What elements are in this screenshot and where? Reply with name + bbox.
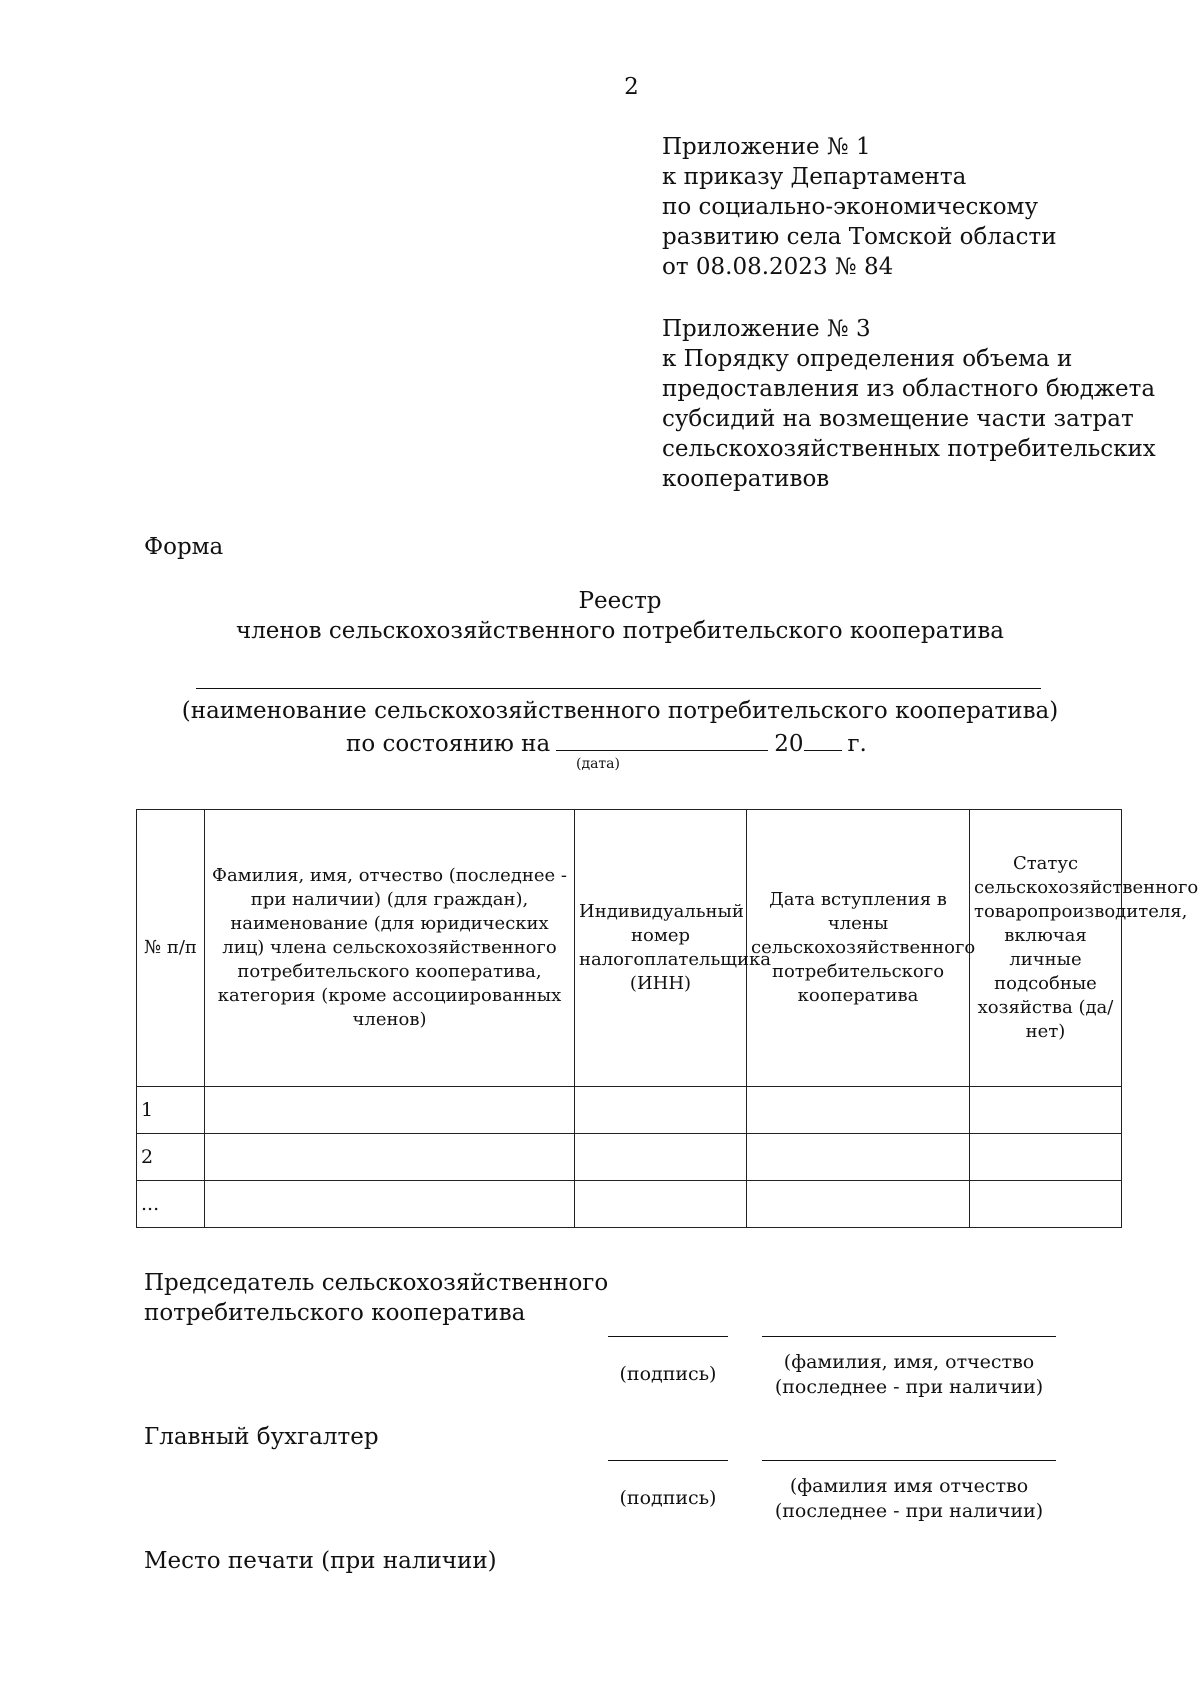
year-blank [804, 728, 842, 751]
annex-1-line: по социально-экономическому [662, 194, 1038, 220]
table-cell [747, 1134, 970, 1181]
annex-1-line: развитию села Томской области [662, 224, 1057, 250]
table-header-row [137, 810, 1122, 1087]
table-cell [575, 1087, 747, 1134]
document-subtitle: членов сельскохозяйственного потребительского кооператива [235, 618, 1005, 644]
chairman-name-line [762, 1336, 1056, 1337]
table-cell: ... [137, 1181, 205, 1228]
header-member-name: Фамилия, имя, отчество (последнее - при наличии) (для граждан), наименование (для юридических лиц) члена сельскохозяйственного потребительского кооператива, категория (кроме ассоциированных членов) [205, 810, 575, 1087]
table-cell [747, 1181, 970, 1228]
header-producer-status: Статус сельскохозяйственного товаропроизводителя, включая личные подсобные хозяйства (да/нет) [970, 810, 1122, 1087]
table-cell [205, 1181, 575, 1228]
accountant-signature-line [608, 1460, 728, 1461]
header-number: № п/п [137, 810, 205, 1087]
table-cell [970, 1087, 1122, 1134]
chairman-name-caption-line: (фамилия, имя, отчество [783, 1351, 1035, 1373]
annex-1-line: Приложение № 1 [662, 134, 871, 160]
annex-1-line: к приказу Департамента [662, 164, 967, 190]
year-suffix: г. [847, 731, 867, 757]
chairman-signature-caption: (подпись) [619, 1363, 717, 1385]
annex-1-block [662, 132, 1057, 282]
accountant-signature-caption: (подпись) [619, 1487, 717, 1509]
cooperative-name-caption: (наименование сельскохозяйственного потребительского кооператива) [181, 698, 1059, 724]
accountant-name-line [762, 1460, 1056, 1461]
header-join-date: Дата вступления в члены сельскохозяйственного потребительского кооператива [747, 810, 970, 1087]
document-title: Реестр [578, 588, 662, 614]
table-cell: 1 [137, 1087, 205, 1134]
annex-3-line: предоставления из областного бюджета [662, 376, 1156, 402]
annex-3-line: Приложение № 3 [662, 316, 871, 342]
members-registry-table [136, 809, 1199, 1228]
accountant-name-caption-line: (фамилия имя отчество [789, 1475, 1029, 1497]
date-caption: (дата) [576, 756, 620, 772]
seal-place: Место печати (при наличии) [144, 1548, 497, 1574]
table-cell [575, 1134, 747, 1181]
annex-3-line: сельскохозяйственных потребительских [662, 436, 1156, 462]
chairman-signature-line [608, 1336, 728, 1337]
table-cell [575, 1181, 747, 1228]
year-prefix: 20 [774, 731, 804, 757]
accountant-name-caption [762, 1474, 1056, 1524]
annex-3-line: субсидий на возмещение части затрат [662, 406, 1134, 432]
as-of-date-line [346, 728, 867, 757]
table-row [137, 1087, 1122, 1134]
chairman-title-line: Председатель сельскохозяйственного [144, 1270, 609, 1296]
header-inn: Индивидуальный номер налогоплательщика (ИНН) [575, 810, 747, 1087]
annex-3-line: кооперативов [662, 466, 830, 492]
table-row [137, 1134, 1122, 1181]
table-cell [205, 1134, 575, 1181]
table-cell [970, 1134, 1122, 1181]
table-cell [970, 1181, 1122, 1228]
table-cell [747, 1087, 970, 1134]
cooperative-name-blank-line [196, 688, 1041, 689]
chairman-name-caption [762, 1350, 1056, 1400]
table-row [137, 1181, 1122, 1228]
table-cell: 2 [137, 1134, 205, 1181]
accountant-name-caption-line: (последнее - при наличии) [774, 1500, 1044, 1522]
date-blank [556, 728, 768, 751]
chairman-title [144, 1268, 608, 1328]
chairman-title-line: потребительского кооператива [144, 1300, 526, 1326]
annex-3-block [662, 314, 1156, 494]
chairman-name-caption-line: (последнее - при наличии) [774, 1376, 1044, 1398]
form-label: Форма [144, 534, 224, 560]
annex-3-line: к Порядку определения объема и [662, 346, 1073, 372]
chief-accountant-title: Главный бухгалтер [144, 1424, 379, 1450]
page-number: 2 [624, 74, 639, 100]
table-cell [205, 1087, 575, 1134]
annex-1-line: от 08.08.2023 № 84 [662, 254, 894, 280]
as-of-prefix: по состоянию на [346, 731, 551, 757]
